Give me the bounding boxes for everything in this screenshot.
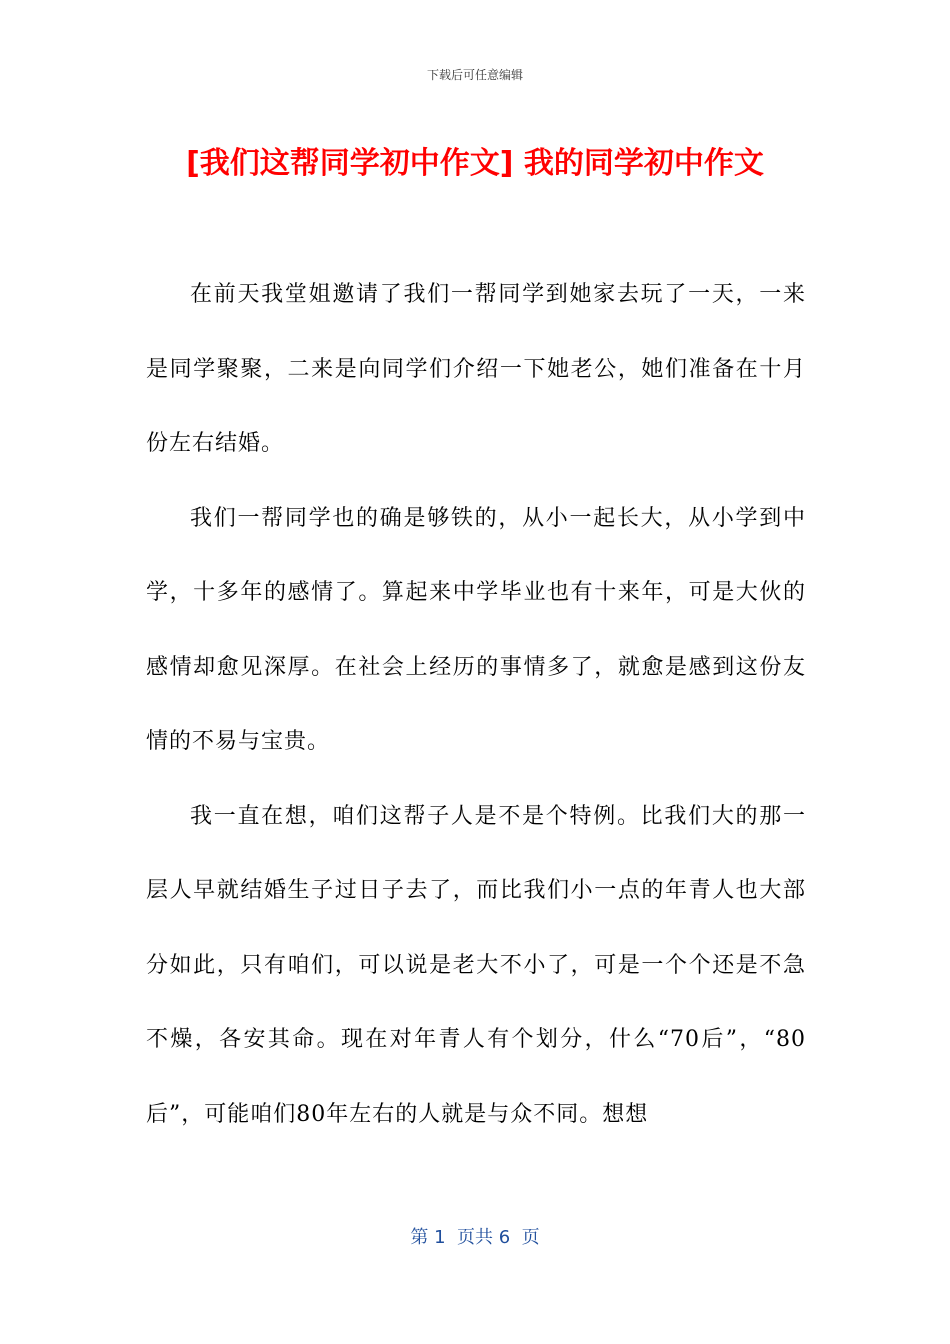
paragraph-1: 在前天我堂姐邀请了我们一帮同学到她家去玩了一天，一来是同学聚聚，二来是向同学们介绍一下她老公，她们准备在十月份左右结婚。 (146, 282, 806, 456)
paragraph-3: 我一直在想，咱们这帮子人是不是个特例。比我们大的那一层人早就结婚生子过日子去了，而比我们小一点的年青人也大部分如此，只有咱们，可以说是老大不小了，可是一个个还是不急不燥，各安其命。现在对年青人有个划分，什么“70后”，“80后”，可能咱们80年左右的人就是与众不同。想想 (146, 803, 806, 1127)
document-title: [我们这帮同学初中作文] 我的同学初中作文 (186, 146, 764, 181)
paragraph-2: 我们一帮同学也的确是够铁的，从小一起长大，从小学到中学，十多年的感情了。算起来中学毕业也有十来年，可是大伙的感情却愈见深厚。在社会上经历的事情多了，就愈是感到这份友情的不易与宝贵。 (146, 505, 806, 754)
document-body (146, 258, 806, 1152)
page-number-footer: 第 1 页共 6 页 (410, 1227, 540, 1248)
page-header-note: 下载后可任意编辑 (426, 68, 523, 82)
